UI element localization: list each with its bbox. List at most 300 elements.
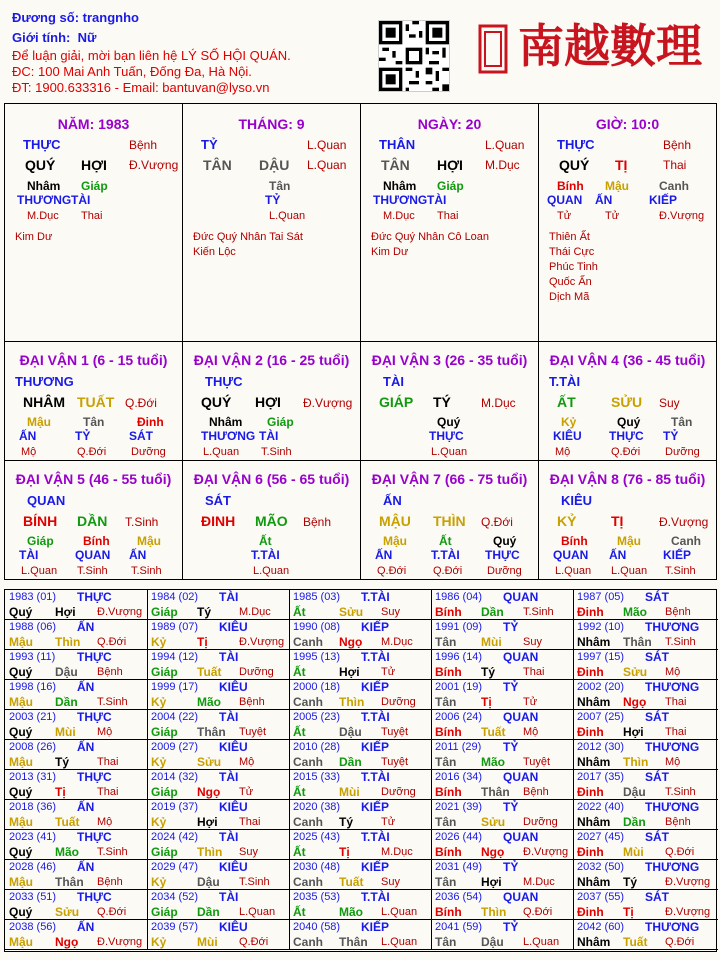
year-cell <box>289 800 432 830</box>
year-cell <box>431 590 574 620</box>
year-god: KIẾP <box>361 620 390 634</box>
year-can: Đinh <box>577 725 604 739</box>
year-god: ẤN <box>77 800 95 814</box>
year-can: Giáp <box>151 785 178 799</box>
year-stage: M.Dục <box>239 606 271 618</box>
dv-hidden-god: TỶ <box>663 429 679 443</box>
year-cell <box>147 590 290 620</box>
year-age: 1990 (08) <box>293 621 341 633</box>
hidden-stage: Đ.Vượng <box>659 210 705 222</box>
year-god: QUAN <box>503 590 539 604</box>
pillar-cell <box>538 103 717 342</box>
pillar-title: THÁNG: 9 <box>238 116 305 132</box>
year-god: ẤN <box>77 740 95 754</box>
year-can: Mậu <box>9 755 33 769</box>
year-cell <box>573 650 718 680</box>
year-age: 2005 (23) <box>293 711 341 723</box>
year-stage: L.Quan <box>523 936 560 948</box>
hidden-stage: Tử <box>557 210 572 222</box>
year-god: TÀI <box>219 710 239 724</box>
year-age: 2038 (56) <box>9 921 57 933</box>
year-chi: Mùi <box>481 635 502 649</box>
year-age: 1991 (09) <box>435 621 483 633</box>
pillar-can: QUÝ <box>559 157 590 173</box>
dai-van-can: MẬU <box>379 513 411 529</box>
year-can: Giáp <box>151 725 178 739</box>
year-god: QUAN <box>503 890 539 904</box>
year-chi: Sửu <box>339 605 364 619</box>
year-cell <box>147 710 290 740</box>
dai-van-title: ĐẠI VẬN 1 (6 - 15 tuổi) <box>19 352 168 368</box>
year-god: TỶ <box>503 800 519 814</box>
year-age: 2003 (21) <box>9 711 57 723</box>
year-age: 2034 (52) <box>151 891 199 903</box>
year-stage: T.Sinh <box>665 636 696 648</box>
year-can: Canh <box>293 815 323 829</box>
year-stage: Thai <box>97 756 119 768</box>
year-chi: Mùi <box>55 725 76 739</box>
dv-hidden-stage: L.Quan <box>253 565 290 577</box>
dv-hidden-stage: T.Sinh <box>261 446 292 458</box>
dv-hidden-stage: L.Quan <box>21 565 58 577</box>
year-can: Bính <box>435 665 462 679</box>
year-age: 1999 (17) <box>151 681 199 693</box>
year-can: Mậu <box>9 935 33 949</box>
year-chi: Thân <box>197 725 226 739</box>
hidden-god: THƯƠNG <box>17 193 72 207</box>
dv-hidden-can: Quý <box>617 415 641 429</box>
year-age: 2024 (42) <box>151 831 199 843</box>
year-cell <box>431 920 574 950</box>
year-can: Mậu <box>9 875 33 889</box>
dv-hidden-stage: T.Sinh <box>131 565 162 577</box>
year-stage: Tử <box>381 666 396 678</box>
year-god: THỰC <box>77 710 112 724</box>
year-cell <box>431 650 574 680</box>
year-cell <box>431 890 574 920</box>
year-god: QUAN <box>503 710 539 724</box>
pillar-stage: M.Dục <box>485 158 520 172</box>
year-cell <box>431 740 574 770</box>
year-cell <box>573 710 718 740</box>
year-can: Giáp <box>151 665 178 679</box>
year-cell <box>147 920 290 950</box>
dai-van-can: QUÝ <box>201 394 232 410</box>
year-stage: Thai <box>97 786 119 798</box>
year-god: KIÊU <box>219 620 248 634</box>
year-chi: Mão <box>339 905 363 919</box>
year-chi: Ngọ <box>197 785 221 799</box>
year-god: QUAN <box>503 650 539 664</box>
pillar-top-stage: L.Quan <box>485 138 525 152</box>
year-god: ẤN <box>77 680 95 694</box>
year-chi: Tý <box>55 755 70 769</box>
year-age: 1986 (04) <box>435 591 483 603</box>
year-stage: Mộ <box>97 726 113 738</box>
year-chi: Sửu <box>55 905 80 919</box>
year-age: 2006 (24) <box>435 711 483 723</box>
year-age: 1988 (06) <box>9 621 57 633</box>
year-god: THỰC <box>77 890 112 904</box>
year-age: 2032 (50) <box>577 861 625 873</box>
year-god: KIẾP <box>361 740 390 754</box>
dv-hidden-can: Bính <box>561 534 588 548</box>
year-age: 2002 (20) <box>577 681 625 693</box>
year-stage: Tử <box>381 816 396 828</box>
hidden-stage: L.Quan <box>269 210 306 222</box>
shensha-star: Kim Dư <box>15 231 53 243</box>
year-god: KIẾP <box>361 680 390 694</box>
year-stage: Q.Đới <box>97 636 127 648</box>
year-stage: Tử <box>239 786 254 798</box>
year-cell <box>431 770 574 800</box>
year-age: 2019 (37) <box>151 801 199 813</box>
year-god: T.TÀI <box>361 590 390 604</box>
year-god: TÀI <box>219 830 239 844</box>
dv-hidden-stage: L.Quan <box>203 446 240 458</box>
year-can: Nhâm <box>577 875 611 889</box>
year-age: 2023 (41) <box>9 831 57 843</box>
year-stage: Mộ <box>665 666 681 678</box>
shensha-star: Thiên Ất <box>549 231 590 243</box>
year-chi: Hợi <box>55 605 76 619</box>
pillar-can: QUÝ <box>25 157 56 173</box>
dai-van-god: THƯƠNG <box>15 374 74 389</box>
year-chi: Ngọ <box>339 635 363 649</box>
year-stage: Suy <box>523 636 542 648</box>
year-chi: Tuất <box>623 935 648 949</box>
dv-hidden-god: ẤN <box>375 548 393 562</box>
year-god: T.TÀI <box>361 650 390 664</box>
dai-van-chi: TÝ <box>433 394 451 410</box>
year-chi: Tị <box>481 695 492 709</box>
year-age: 2017 (35) <box>577 771 625 783</box>
year-chi: Tị <box>55 785 66 799</box>
year-god: QUAN <box>503 830 539 844</box>
year-chi: Mão <box>55 845 79 859</box>
year-cell <box>573 830 718 860</box>
dv-hidden-can: Tân <box>671 415 693 429</box>
year-god: TÀI <box>219 590 239 604</box>
year-age: 2013 (31) <box>9 771 57 783</box>
year-stage: Tuyệt <box>381 726 409 738</box>
year-stage: Bệnh <box>97 666 123 678</box>
dv-hidden-god: ẤN <box>609 548 627 562</box>
dv-hidden-god: TÀI <box>19 548 39 562</box>
year-age: 1995 (13) <box>293 651 341 663</box>
year-cell <box>147 770 290 800</box>
dv-hidden-can: Ất <box>259 534 272 548</box>
year-god: TỶ <box>503 740 519 754</box>
year-can: Ất <box>293 605 306 619</box>
dai-van-cell <box>538 460 717 580</box>
year-age: 2027 (45) <box>577 831 625 843</box>
year-cell <box>289 860 432 890</box>
year-god: TÀI <box>219 650 239 664</box>
year-can: Kỷ <box>151 815 167 829</box>
year-age: 2018 (36) <box>9 801 57 813</box>
year-god: KIÊU <box>219 740 248 754</box>
year-stage: Q.Đới <box>665 936 695 948</box>
year-cell <box>431 620 574 650</box>
logo-text: 南越數理 <box>518 19 702 73</box>
year-chi: Mão <box>481 755 505 769</box>
dai-van-title: ĐẠI VẬN 8 (76 - 85 tuổi) <box>549 471 706 487</box>
dai-van-god: T.TÀI <box>549 374 581 389</box>
dv-hidden-god: QUAN <box>75 548 111 562</box>
year-can: Ất <box>293 905 306 919</box>
year-stage: Q.Đới <box>97 906 127 918</box>
year-stage: Tuyệt <box>381 756 409 768</box>
pillar-chi: DẬU <box>259 157 290 173</box>
year-chi: Mùi <box>623 845 644 859</box>
hidden-can: Bính <box>557 179 584 193</box>
dv-hidden-stage: Dưỡng <box>487 565 522 577</box>
dai-van-stage: Q.Đới <box>481 515 513 529</box>
dv-hidden-stage: Q.Đới <box>377 565 407 577</box>
year-age: 2030 (48) <box>293 861 341 873</box>
year-stage: Suy <box>381 606 400 618</box>
dv-hidden-can: Canh <box>671 534 701 548</box>
year-age: 2029 (47) <box>151 861 199 873</box>
year-can: Bính <box>435 845 462 859</box>
year-cell <box>289 710 432 740</box>
year-can: Giáp <box>151 845 178 859</box>
year-can: Nhâm <box>577 935 611 949</box>
hidden-can: Mậu <box>605 179 629 193</box>
year-age: 2021 (39) <box>435 801 483 813</box>
dai-van-title: ĐẠI VẬN 4 (36 - 45 tuổi) <box>549 352 706 368</box>
year-cell <box>5 680 148 710</box>
year-age: 1998 (16) <box>9 681 57 693</box>
hidden-god: TỶ <box>265 193 281 207</box>
year-stage: Mộ <box>665 756 681 768</box>
year-can: Quý <box>9 665 33 679</box>
year-god: QUAN <box>503 770 539 784</box>
year-cell <box>431 800 574 830</box>
year-age: 2037 (55) <box>577 891 625 903</box>
year-cell <box>289 740 432 770</box>
year-cell <box>289 650 432 680</box>
year-god: THƯƠNG <box>645 620 700 634</box>
year-age: 1997 (15) <box>577 651 625 663</box>
year-cell <box>5 650 148 680</box>
year-stage: Q.Đới <box>239 936 269 948</box>
dai-van-can: GIÁP <box>379 394 414 410</box>
dai-van-cell <box>360 460 539 580</box>
year-cell <box>147 650 290 680</box>
year-chi: Thân <box>55 875 84 889</box>
year-chi: Dậu <box>339 725 362 739</box>
year-stage: L.Quan <box>239 906 276 918</box>
pillar-chi: TỊ <box>615 157 628 173</box>
pillar-top-god: THỰC <box>23 137 61 152</box>
dv-hidden-can: Quý <box>437 415 461 429</box>
year-age: 1984 (02) <box>151 591 199 603</box>
dv-hidden-can: Quý <box>493 534 517 548</box>
year-stage: Thai <box>523 666 545 678</box>
year-chi: Dần <box>339 755 362 769</box>
year-chi: Hợi <box>339 665 360 679</box>
year-cell <box>289 830 432 860</box>
year-grid <box>4 589 717 952</box>
shensha-star: Dịch Mã <box>549 291 590 303</box>
year-stage: Bệnh <box>523 786 549 798</box>
year-god: SÁT <box>645 890 669 904</box>
year-can: Quý <box>9 725 33 739</box>
year-can: Đinh <box>577 665 604 679</box>
year-can: Quý <box>9 605 33 619</box>
year-cell <box>431 830 574 860</box>
pillar-top-stage: Bệnh <box>663 138 692 152</box>
dv-hidden-god: QUAN <box>553 548 589 562</box>
year-can: Tân <box>435 635 457 649</box>
dai-van-stage: Bệnh <box>303 515 332 529</box>
dv-hidden-stage: T.Sinh <box>665 565 696 577</box>
year-cell <box>289 680 432 710</box>
qr-code-icon <box>378 20 450 92</box>
year-god: THƯƠNG <box>645 680 700 694</box>
pillar-title: GIỜ: 10:0 <box>595 116 660 132</box>
year-god: KIẾP <box>361 800 390 814</box>
dv-hidden-can: Mậu <box>617 534 641 548</box>
year-god: TÀI <box>219 890 239 904</box>
year-chi: Thìn <box>339 695 365 709</box>
dv-hidden-can: Giáp <box>27 534 54 548</box>
year-can: Tân <box>435 935 457 949</box>
year-chi: Dần <box>55 695 78 709</box>
dai-van-god: ẤN <box>383 493 402 508</box>
shensha-star: Kim Dư <box>371 246 409 258</box>
year-can: Kỷ <box>151 755 167 769</box>
year-god: ẤN <box>77 920 95 934</box>
year-can: Bính <box>435 605 462 619</box>
year-age: 2016 (34) <box>435 771 483 783</box>
year-god: THƯƠNG <box>645 920 700 934</box>
dai-van-stage: M.Dục <box>481 396 516 410</box>
pillar-can: TÂN <box>203 157 232 173</box>
year-chi: Thân <box>481 785 510 799</box>
shensha-star: Thái Cực <box>549 246 595 258</box>
year-age: 2014 (32) <box>151 771 199 783</box>
lyso-logo <box>478 6 714 82</box>
dv-hidden-can: Ất <box>439 534 452 548</box>
dv-hidden-can: Đinh <box>137 415 164 429</box>
shensha-star: Đức Quý Nhân Cô Loan <box>371 231 490 243</box>
year-can: Canh <box>293 935 323 949</box>
year-chi: Dần <box>197 905 220 919</box>
year-cell <box>573 770 718 800</box>
year-stage: T.Sinh <box>97 846 128 858</box>
dai-van-stage: Suy <box>659 396 680 410</box>
year-age: 2033 (51) <box>9 891 57 903</box>
year-stage: T.Sinh <box>97 696 128 708</box>
dv-hidden-stage: Mộ <box>21 446 37 458</box>
dai-van-cell <box>360 341 539 461</box>
year-god: T.TÀI <box>361 830 390 844</box>
year-chi: Sửu <box>481 815 506 829</box>
year-age: 2015 (33) <box>293 771 341 783</box>
year-cell <box>147 800 290 830</box>
year-age: 2036 (54) <box>435 891 483 903</box>
year-can: Canh <box>293 755 323 769</box>
year-chi: Tuất <box>197 665 222 679</box>
year-can: Đinh <box>577 605 604 619</box>
year-age: 1983 (01) <box>9 591 57 603</box>
year-stage: Thai <box>239 816 261 828</box>
year-cell <box>573 920 718 950</box>
year-chi: Ngọ <box>55 935 79 949</box>
year-age: 2010 (28) <box>293 741 341 753</box>
gender-line: Giới tính: Nữ <box>12 30 97 45</box>
year-god: KIÊU <box>219 680 248 694</box>
year-chi: Tuất <box>481 725 506 739</box>
year-can: Kỷ <box>151 695 167 709</box>
year-stage: Đ.Vượng <box>665 876 711 888</box>
dv-hidden-god: ẤN <box>19 429 37 443</box>
year-can: Canh <box>293 635 323 649</box>
year-god: TỶ <box>503 680 519 694</box>
year-cell <box>573 590 718 620</box>
pillar-stage: L.Quan <box>307 158 347 172</box>
pillar-top-stage: Bệnh <box>129 138 158 152</box>
year-chi: Mão <box>197 695 221 709</box>
year-can: Tân <box>435 815 457 829</box>
dai-van-cell <box>182 341 361 461</box>
year-stage: Mộ <box>523 726 539 738</box>
year-age: 2041 (59) <box>435 921 483 933</box>
pillar-top-god: THÂN <box>379 137 416 152</box>
year-god: KIÊU <box>219 920 248 934</box>
dai-van-title: ĐẠI VẬN 7 (66 - 75 tuổi) <box>371 471 528 487</box>
dai-van-stage: Q.Đới <box>125 396 157 410</box>
year-can: Kỷ <box>151 935 167 949</box>
year-cell <box>147 680 290 710</box>
year-stage: Q.Đới <box>665 846 695 858</box>
year-can: Nhâm <box>577 755 611 769</box>
year-stage: Suy <box>381 876 400 888</box>
dai-van-can: NHÂM <box>23 394 65 410</box>
year-chi: Dần <box>623 815 646 829</box>
year-can: Quý <box>9 845 33 859</box>
shensha-star: Kiến Lộc <box>193 246 236 258</box>
year-age: 2039 (57) <box>151 921 199 933</box>
year-chi: Hợi <box>197 815 218 829</box>
dai-van-cell <box>4 341 183 461</box>
dai-van-chi: MÃO <box>255 513 288 529</box>
year-age: 2025 (43) <box>293 831 341 843</box>
year-can: Mậu <box>9 695 33 709</box>
year-stage: Bệnh <box>665 816 691 828</box>
dv-hidden-stage: L.Quan <box>431 446 468 458</box>
year-can: Kỷ <box>151 635 167 649</box>
year-can: Canh <box>293 875 323 889</box>
dv-hidden-stage: Q.Đới <box>433 565 463 577</box>
year-age: 1987 (05) <box>577 591 625 603</box>
year-can: Bính <box>435 905 462 919</box>
year-stage: Tuyệt <box>239 726 267 738</box>
year-stage: M.Dục <box>523 876 555 888</box>
dai-van-god: QUAN <box>27 493 66 508</box>
year-cell <box>147 620 290 650</box>
contact-line-3: ĐT: 1900.633316 - Email: bantuvan@lyso.vn <box>12 80 270 95</box>
year-age: 2026 (44) <box>435 831 483 843</box>
hidden-stage: M.Dục <box>383 210 415 222</box>
year-can: Đinh <box>577 905 604 919</box>
dai-van-chi: TỊ <box>611 513 624 529</box>
year-can: Đinh <box>577 845 604 859</box>
year-cell <box>289 770 432 800</box>
